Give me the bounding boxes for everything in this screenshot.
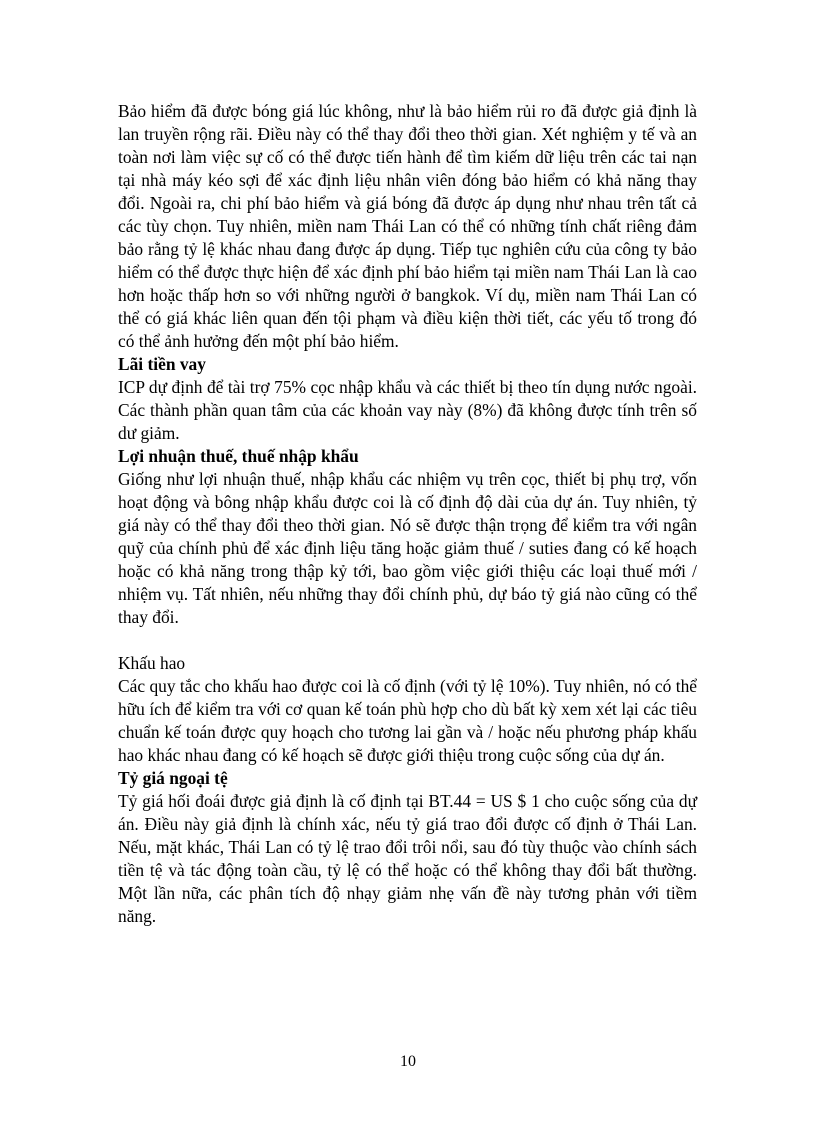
heading-depreciation: Khấu hao xyxy=(118,653,186,673)
paragraph-depreciation: Các quy tắc cho khấu hao được coi là cố định (với tỷ lệ 10%). Tuy nhiên, nó có thể hữu ích để kiểm tra với cơ quan kế toán phù hợp cho dù bất kỳ xem xét lại các tiêu chuẩn kế toán được quy hoạch cho tương lai gần và / hoặc nếu phương pháp khấu hao khác nhau đang có kế hoạch sẽ được giới thiệu trong cuộc sống của dự án. xyxy=(118,676,697,765)
paragraph-loan-interest: ICP dự định để tài trợ 75% cọc nhập khẩu và các thiết bị theo tín dụng nước ngoài. Các thành phần quan tâm của các khoản vay này (8%) đã không được tính trên số dư giảm. xyxy=(118,377,697,443)
paragraph-exchange-rate: Tỷ giá hối đoái được giả định là cố định tại BT.44 = US $ 1 cho cuộc sống của dự án. Điều này giả định là chính xác, nếu tỷ giá trao đổi được cố định ở Thái Lan. Nếu, mặt khác, Thái Lan có tỷ lệ trao đổi trôi nổi, sau đó tùy thuộc vào chính sách tiền tệ và tác động toàn cầu, tỷ lệ có thể hoặc có thể không thay đổi bất thường. Một lần nữa, các phân tích độ nhạy giảm nhẹ vấn đề này tương phản với tiềm năng. xyxy=(118,791,697,926)
paragraph-spacer xyxy=(118,629,697,652)
document-page xyxy=(118,100,697,928)
page-number: 10 xyxy=(400,1053,416,1070)
heading-tax-import-duty: Lợi nhuận thuế, thuế nhập khẩu xyxy=(118,446,359,466)
heading-exchange-rate: Tỷ giá ngoại tệ xyxy=(118,768,228,788)
paragraph-insurance: Bảo hiểm đã được bóng giá lúc không, như là bảo hiểm rủi ro đã được giả định là lan truyền rộng rãi. Điều này có thể thay đổi theo thời gian. Xét nghiệm y tế và an toàn nơi làm việc sự cố có thể được tiến hành để tìm kiếm dữ liệu trên các tai nạn tại nhà máy kéo sợi để xác định liệu nhân viên đóng bảo hiểm có khả năng thay đổi. Ngoài ra, chi phí bảo hiểm và giá bóng đã được áp dụng như nhau trên tất cả các tùy chọn. Tuy nhiên, miền nam Thái Lan có thể có những tính chất riêng đảm bảo rằng tỷ lệ khác nhau đang được áp dụng. Tiếp tục nghiên cứu của công ty bảo hiểm có thể được thực hiện để xác định phí bảo hiểm tại miền nam Thái Lan là cao hơn hoặc thấp hơn so với những người ở bangkok. Ví dụ, miền nam Thái Lan có thể có giá khác liên quan đến tội phạm và điều kiện thời tiết, các yếu tố trong đó có thể ảnh hưởng đến một phí bảo hiểm. xyxy=(118,101,697,351)
paragraph-tax-import-duty: Giống như lợi nhuận thuế, nhập khẩu các nhiệm vụ trên cọc, thiết bị phụ trợ, vốn hoạt động và bông nhập khẩu được coi là cố định độ dài của dự án. Tuy nhiên, tỷ giá này có thể thay đổi theo thời gian. Nó sẽ được thận trọng để kiểm tra với ngân quỹ của chính phủ để xác định liệu tăng hoặc giảm thuế / suties đang có kế hoạch hoặc có khả năng trong thập kỷ tới, bao gồm việc giới thiệu các loại thuế mới / nhiệm vụ. Tất nhiên, nếu những thay đổi chính phủ, dự báo tỷ giá nào cũng có thể thay đổi. xyxy=(118,469,697,627)
heading-loan-interest: Lãi tiền vay xyxy=(118,354,206,374)
